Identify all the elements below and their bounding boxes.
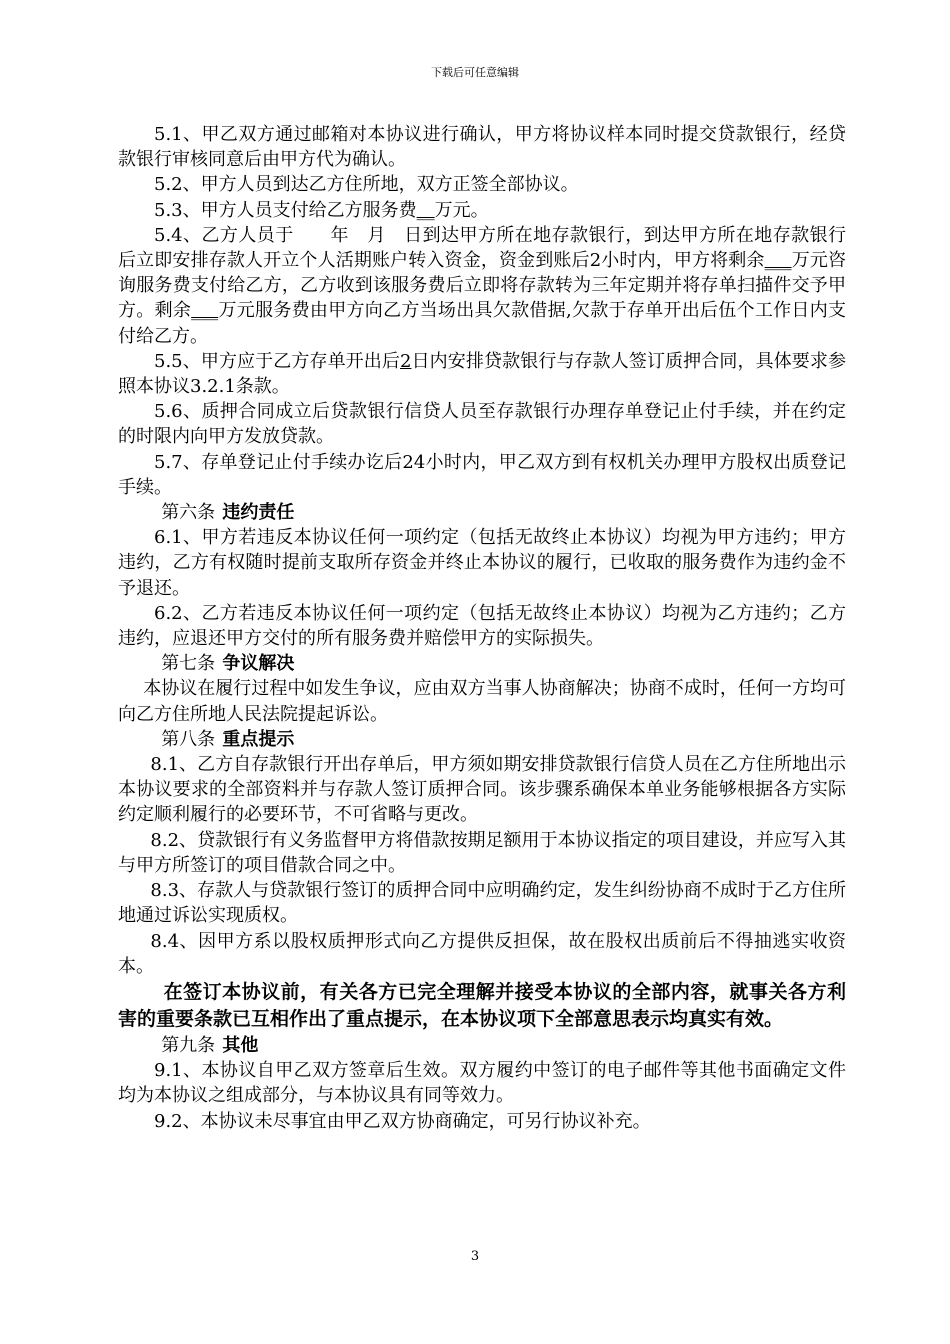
article-6-title: 违约责任 <box>222 502 295 524</box>
clause-5-2: 5.2、甲方人员到达乙方住所地，双方正签全部协议。 <box>154 174 579 196</box>
clause-5-4-text-b: 万元咨询服务费支付给乙方，乙方收到该服务费后立即将存款转为三年定期并将存单扫描件交予甲方。剩余 <box>118 250 847 322</box>
clause-5-5-text-a: 5.5、甲方应于乙方存单开出后 <box>154 350 401 372</box>
article-9-heading <box>118 1033 846 1058</box>
article-7-heading <box>118 651 846 676</box>
clause-9-2: 9.2、本协议未尽事宜由甲乙双方协商确定，可另行协议补充。 <box>154 1110 651 1132</box>
clause-9-1: 9.1、本协议自甲乙双方签章后生效。双方履约中签订的电子邮件等其他书面确定文件均为本协议之组成部分，与本协议具有同等效力。 <box>118 1060 846 1107</box>
clause-5-3 <box>118 198 846 223</box>
article-6-heading <box>118 500 846 525</box>
page-header: 下载后可任意编辑 <box>431 66 519 79</box>
article-8-label: 第八条 <box>161 728 216 750</box>
article-9-title: 其他 <box>222 1034 259 1056</box>
clause-5-7: 5.7、存单登记止付手续办讫后24小时内，甲乙双方到有权机关办理甲方股权出质登记手续。 <box>118 451 846 498</box>
article-6-label: 第六条 <box>161 502 216 524</box>
clause-5-4-text-a: 5.4、乙方人员于 年 月 日到达甲方所在地存款银行，到达甲方所在地存款银行后立即安排存款人开立个人活期账户转入资金，资金到账后2小时内，甲方将剩余 <box>118 224 846 272</box>
clause-5-5-days: 2 <box>400 350 412 372</box>
clause-5-4-blank-2: ___ <box>191 300 219 322</box>
clause-5-4-text-c: 万元服务费由甲方向乙方当场出具欠款借据,欠款于存单开出后伍个工作日内支付给乙方。 <box>118 300 847 347</box>
clause-5-4-blank-1: ___ <box>764 250 792 272</box>
clause-5-4 <box>118 223 846 349</box>
clause-5-3-blank: __ <box>416 199 435 221</box>
clause-5-3-text-end: 万元。 <box>434 199 489 221</box>
article-8-title: 重点提示 <box>222 728 295 750</box>
document-body <box>118 122 846 1134</box>
clause-6-1: 6.1、甲方若违反本协议任何一项约定（包括无故终止本协议）均视为甲方违约；甲方违约，乙方有权随时提前支取所存资金并终止本协议的履行，已收取的服务费作为违约金不予退还。 <box>118 527 846 599</box>
clause-7-text: 本协议在履行过程中如发生争议，应由双方当事人协商解决；协商不成时，任何一方均可向乙方住所地人民法院提起诉讼。 <box>118 678 846 725</box>
clause-5-3-text: 5.3、甲方人员支付给乙方服务费 <box>154 199 417 221</box>
clause-8-3: 8.3、存款人与贷款银行签订的质押合同中应明确约定，发生纠纷协商不成时于乙方住所地通过诉讼实现质权。 <box>118 880 846 927</box>
article-9-label: 第九条 <box>161 1034 216 1056</box>
clause-5-5-text-b: 日内安排贷款银行与存款人签订质押合同，具体要求参照本协议3.2.1条款。 <box>118 350 847 398</box>
clause-5-1: 5.1、甲乙双方通过邮箱对本协议进行确认，甲方将协议样本同时提交贷款银行，经贷款银行审核同意后由甲方代为确认。 <box>118 124 846 171</box>
key-notice: 在签订本协议前，有关各方已完全理解并接受本协议的全部内容，就事关各方利害的重要条款已互相作出了重点提示，在本协议项下全部意思表示均真实有效。 <box>118 980 846 1030</box>
clause-8-2: 8.2、贷款银行有义务监督甲方将借款按期足额用于本协议指定的项目建设，并应写入其与甲方所签订的项目借款合同之中。 <box>118 829 846 876</box>
article-8-heading <box>118 727 846 752</box>
clause-5-6: 5.6、质押合同成立后贷款银行信贷人员至存款银行办理存单登记止付手续，并在约定的时限内向甲方发放贷款。 <box>118 401 846 448</box>
article-7-label: 第七条 <box>161 653 216 675</box>
clause-6-2: 6.2、乙方若违反本协议任何一项约定（包括无故终止本协议）均视为乙方违约；乙方违约，应退还甲方交付的所有服务费并赔偿甲方的实际损失。 <box>118 602 846 650</box>
article-7-title: 争议解决 <box>222 653 295 675</box>
clause-8-1: 8.1、乙方自存款银行开出存单后，甲方须如期安排贷款银行信贷人员在乙方住所地出示本协议要求的全部资料并与存款人签订质押合同。该步骤系确保本单业务能够根据各方实际约定顺利履行的必要环节，不可省略与更改。 <box>118 754 846 826</box>
clause-5-5 <box>118 349 846 399</box>
clause-8-4: 8.4、因甲方系以股权质押形式向乙方提供反担保，故在股权出质前后不得抽逃实收资本。 <box>118 930 846 977</box>
page-number: 3 <box>470 1249 480 1264</box>
